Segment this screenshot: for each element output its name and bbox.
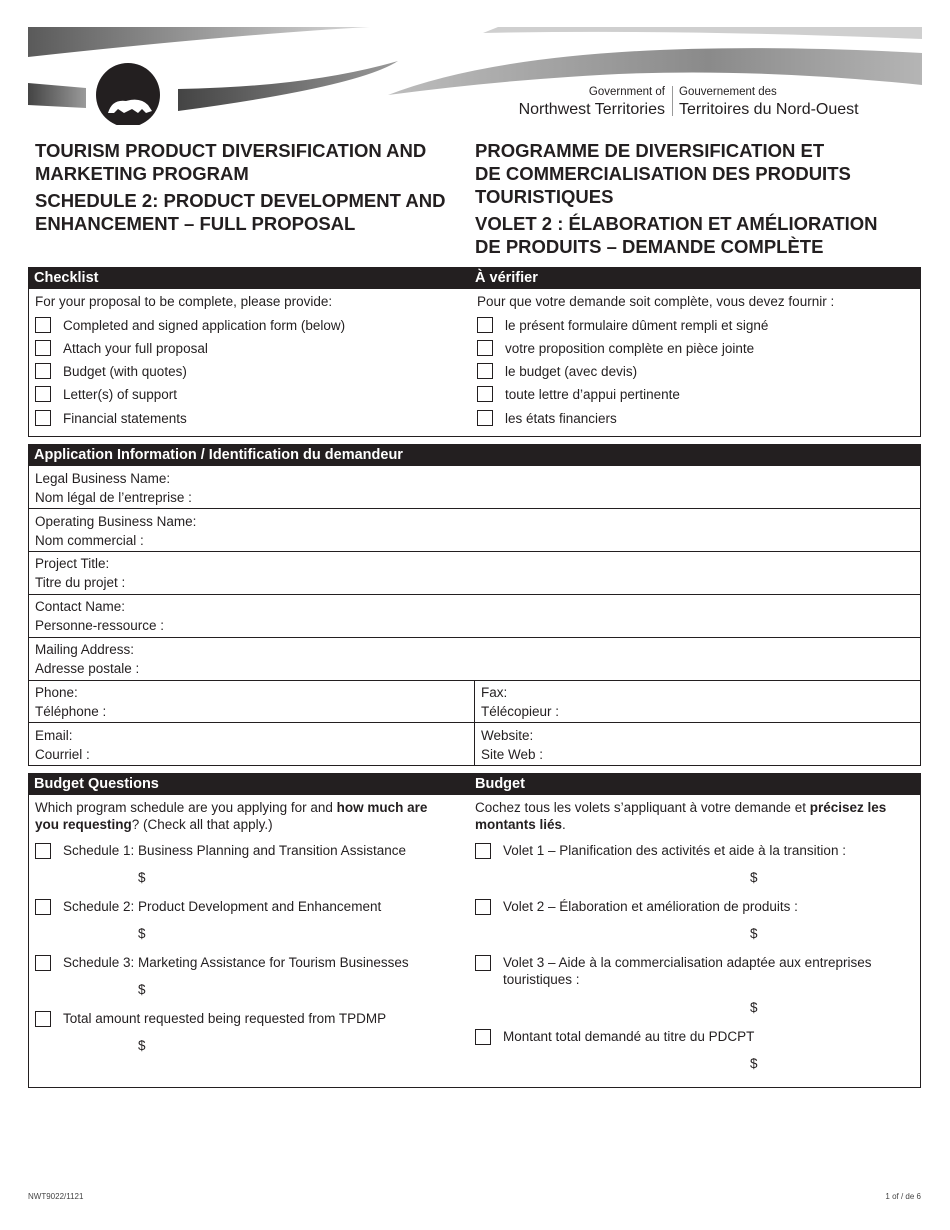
- fax-label-en: Fax:: [481, 685, 508, 700]
- project-title-label-fr: Titre du projet :: [35, 575, 126, 590]
- total-amount-input[interactable]: $: [138, 1038, 146, 1053]
- checkbox-volet-3[interactable]: [475, 955, 491, 971]
- checkbox-schedule-2[interactable]: [35, 899, 51, 915]
- volet-2-label-fr: Volet 2 – Élaboration et amélioration de produits :: [503, 899, 798, 914]
- checkbox-formulaire[interactable]: [477, 317, 493, 333]
- contact-name-label-en: Contact Name:: [35, 599, 126, 614]
- checklist-item-en: Letter(s) of support: [63, 387, 178, 402]
- checkbox-financial-statements[interactable]: [35, 410, 51, 426]
- schedule-2-amount-input[interactable]: $: [138, 926, 146, 941]
- mailing-address-field[interactable]: [28, 638, 921, 681]
- gov-en: Government of Northwest Territories: [518, 86, 665, 118]
- schedule-3-amount-input[interactable]: $: [138, 982, 146, 997]
- checklist-item-en: Completed and signed application form (below): [63, 318, 346, 333]
- schedule-2-label-en: Schedule 2: Product Development and Enhancement: [63, 899, 382, 914]
- title-en: TOURISM PRODUCT DIVERSIFICATION AND MARKETING PROGRAM SCHEDULE 2: PRODUCT DEVELOPMENT AND ENHANCEMENT – FULL PROPOSAL: [35, 140, 446, 234]
- checkbox-total-fr[interactable]: [475, 1029, 491, 1045]
- project-title-field[interactable]: [28, 552, 921, 595]
- checklist-item-en: Attach your full proposal: [63, 341, 208, 356]
- volet-3-label-fr: Volet 3 – Aide à la commercialisation adaptée aux entreprises touristiques :: [503, 955, 872, 987]
- legal-name-label-en: Legal Business Name:: [35, 471, 171, 486]
- schedule-1-amount-input[interactable]: $: [138, 870, 146, 885]
- checklist-item-fr: le budget (avec devis): [505, 364, 638, 379]
- operating-name-label-fr: Nom commercial :: [35, 533, 144, 548]
- phone-label-fr: Téléphone :: [35, 704, 107, 719]
- checkbox-letters-of-support[interactable]: [35, 386, 51, 402]
- mailing-address-label-fr: Adresse postale :: [35, 661, 140, 676]
- checkbox-budget[interactable]: [35, 363, 51, 379]
- total-fr-amount-input[interactable]: $: [750, 1056, 758, 1071]
- checklist-item-en: Financial statements: [63, 411, 187, 426]
- application-header: Application Information / Identification du demandeur: [28, 444, 921, 466]
- project-title-label-en: Project Title:: [35, 556, 110, 571]
- phone-label-en: Phone:: [35, 685, 78, 700]
- checkbox-schedule-1[interactable]: [35, 843, 51, 859]
- budget-header: Budget Questions Budget: [28, 773, 921, 795]
- website-label-fr: Site Web :: [481, 747, 544, 762]
- volet-2-amount-input[interactable]: $: [750, 926, 758, 941]
- volet-3-amount-input[interactable]: $: [750, 1000, 758, 1015]
- checkbox-full-proposal[interactable]: [35, 340, 51, 356]
- checkbox-completed-form[interactable]: [35, 317, 51, 333]
- checkbox-volet-1[interactable]: [475, 843, 491, 859]
- total-label-en: Total amount requested being requested from TPDMP: [63, 1011, 387, 1026]
- checkbox-proposition[interactable]: [477, 340, 493, 356]
- checklist-intro-en: For your proposal to be complete, please provide:: [35, 294, 333, 309]
- checkbox-total[interactable]: [35, 1011, 51, 1027]
- total-label-fr: Montant total demandé au titre du PDCPT: [503, 1029, 755, 1044]
- checklist-item-fr: toute lettre d’appui pertinente: [505, 387, 680, 402]
- checkbox-etats-financiers[interactable]: [477, 410, 493, 426]
- schedule-1-label-en: Schedule 1: Business Planning and Transition Assistance: [63, 843, 406, 858]
- legal-name-label-fr: Nom légal de l’entreprise :: [35, 490, 192, 505]
- volet-1-amount-input[interactable]: $: [750, 870, 758, 885]
- schedule-3-label-en: Schedule 3: Marketing Assistance for Tourism Businesses: [63, 955, 409, 970]
- volet-1-label-fr: Volet 1 – Planification des activités et aide à la transition :: [503, 843, 846, 858]
- gov-fr: Gouvernement des Territoires du Nord-Ouest: [679, 86, 859, 118]
- budget-question-fr: Cochez tous les volets s’appliquant à votre demande et précisez les montants liés.: [475, 800, 887, 832]
- checklist-item-en: Budget (with quotes): [63, 364, 187, 379]
- mailing-address-label-en: Mailing Address:: [35, 642, 135, 657]
- fax-label-fr: Télécopieur :: [481, 704, 560, 719]
- contact-name-label-fr: Personne-ressource :: [35, 618, 165, 633]
- checkbox-schedule-3[interactable]: [35, 955, 51, 971]
- checklist-item-fr: les états financiers: [505, 411, 617, 426]
- checkbox-volet-2[interactable]: [475, 899, 491, 915]
- checklist-item-fr: votre proposition complète en pièce jointe: [505, 341, 755, 356]
- website-label-en: Website:: [481, 728, 534, 743]
- checklist-intro-fr: Pour que votre demande soit complète, vous devez fournir :: [477, 294, 835, 309]
- checkbox-budget-fr[interactable]: [477, 363, 493, 379]
- operating-name-label-en: Operating Business Name:: [35, 514, 197, 529]
- email-label-fr: Courriel :: [35, 747, 90, 762]
- form-code: NWT9022/1121: [28, 1192, 84, 1201]
- email-field[interactable]: [28, 723, 474, 765]
- checklist-item-fr: le présent formulaire dûment rempli et signé: [505, 318, 769, 333]
- email-label-en: Email:: [35, 728, 73, 743]
- polar-bear-logo-icon: [96, 63, 160, 125]
- budget-question-en: Which program schedule are you applying for and how much are you requesting? (Check all that apply.): [35, 800, 428, 832]
- page-number: 1 of / de 6: [885, 1192, 921, 1201]
- title-fr: PROGRAMME DE DIVERSIFICATION ET DE COMMERCIALISATION DES PRODUITS TOURISTIQUES VOLET 2 : ÉLABORATION ET AMÉLIORATION DE PRODUITS – DEMANDE COMPLÈTE: [475, 140, 878, 257]
- checklist-header: Checklist À vérifier: [28, 267, 921, 289]
- checkbox-lettre-appui[interactable]: [477, 386, 493, 402]
